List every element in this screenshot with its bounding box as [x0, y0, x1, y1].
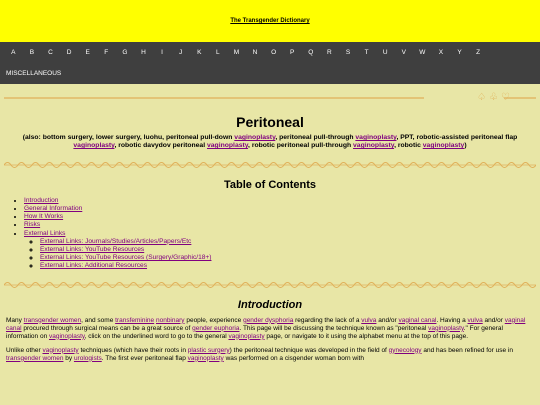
letter-link-h[interactable]: H [141, 49, 146, 56]
letter-link-x[interactable]: X [438, 49, 444, 56]
glossary-link[interactable]: vaginoplasty [228, 332, 265, 340]
toc-sublink[interactable]: External Links: YouTube Resources (Surgery/Graphic/18+) [40, 254, 212, 262]
toc-item [24, 205, 540, 213]
letter-link-j[interactable]: J [179, 49, 183, 56]
text-segment: and has been refined for use in [421, 346, 513, 354]
text-segment: , click on the underlined word to go to the general [84, 332, 229, 340]
glossary-link[interactable]: vaginoplasty [422, 142, 465, 150]
toc-sublink[interactable]: External Links: YouTube Resources [40, 246, 145, 254]
glossary-link[interactable]: vulva [467, 316, 483, 324]
text-segment: (also: bottom surgery, lower surgery, luohu, peritoneal pull-down [22, 134, 235, 141]
text-segment: ." For general information on [6, 324, 503, 340]
text-segment: and/or [482, 316, 505, 324]
alphabet-row [4, 42, 536, 63]
toc-subitem [40, 254, 540, 262]
letter-link-v[interactable]: V [401, 49, 406, 56]
toc-heading: Table of Contents [223, 178, 317, 191]
letter-link-p[interactable]: P [290, 49, 295, 56]
letter-link-y[interactable]: Y [457, 49, 462, 56]
glossary-link[interactable]: vaginoplasty [353, 142, 395, 150]
text-segment: and/or [376, 316, 399, 324]
text-segment: , robotic davydov peritoneal [114, 142, 207, 150]
text-segment: page, or navigate to it using the alphabet menu at the top of this page. [264, 332, 469, 340]
text-segment: , and some [81, 316, 116, 324]
letter-link-w[interactable]: W [419, 49, 426, 56]
toc-subitem [40, 246, 540, 254]
glossary-link[interactable]: transgender women [6, 354, 64, 362]
glossary-link[interactable]: transfeminine [115, 316, 155, 324]
text-segment: was performed on a cisgender woman born with [223, 354, 364, 362]
alias-list [0, 134, 540, 151]
letter-link-c[interactable]: C [48, 49, 53, 56]
letter-link-r[interactable]: R [327, 49, 332, 56]
text-segment: Many [6, 316, 24, 324]
page-title: Peritoneal [236, 114, 304, 130]
letter-link-d[interactable]: D [66, 49, 72, 56]
glossary-link[interactable]: plastic surgery [187, 346, 230, 354]
toc-sublink[interactable]: External Links: Journals/Studies/Articles/Papers/Etc [40, 237, 192, 245]
glossary-link[interactable]: gender euphoria [192, 324, 240, 332]
text-segment: , robotic peritoneal pull-through [248, 142, 354, 150]
glossary-link[interactable]: vaginal canal [398, 316, 437, 324]
text-segment: ) [464, 142, 467, 150]
ornament-divider [4, 92, 536, 104]
text-segment: . This page will be discussing the technique known as "peritoneal [239, 324, 429, 332]
heart-icon: ♡ [501, 92, 510, 103]
glossary-link[interactable]: vulva [361, 316, 377, 324]
text-segment: ) the peritoneal technique was developed in the field of [229, 346, 389, 354]
intro-heading: Introduction [237, 298, 303, 311]
text-segment: , PPT, robotic-assisted peritoneal flap [396, 134, 518, 141]
glossary-link[interactable]: vaginoplasty [234, 134, 276, 141]
spade-icon: ♤ [477, 92, 487, 103]
letter-link-b[interactable]: B [29, 49, 35, 56]
glossary-link[interactable]: vaginoplasty [73, 142, 115, 150]
glossary-link[interactable]: vaginoplasty [42, 346, 79, 354]
intro-paragraph-1 [0, 317, 540, 341]
misc-row [4, 63, 536, 84]
toc-item [24, 221, 540, 229]
club-icon: ♧ [489, 92, 499, 103]
text-segment: by [63, 354, 74, 362]
ornament-divider-3 [4, 279, 536, 291]
glossary-link[interactable]: gynecology [388, 346, 422, 354]
toc-link[interactable]: External Links [24, 229, 66, 237]
text-segment: procured through surgical means can be a great source of [21, 324, 193, 332]
text-segment: . The first ever peritoneal flap [101, 354, 188, 362]
letter-link-t[interactable]: T [364, 49, 369, 56]
glossary-link[interactable]: vaginal canal [6, 316, 526, 332]
site-title-link[interactable]: The Transgender Dictionary [230, 18, 310, 24]
text-segment: . Having a [436, 316, 468, 324]
glossary-link[interactable]: urologists [73, 354, 102, 362]
text-segment: , robotic [394, 142, 423, 150]
letter-link-e[interactable]: E [85, 49, 90, 56]
glossary-link[interactable]: transgender women [23, 316, 82, 324]
glossary-link[interactable]: nonbinary [155, 316, 185, 324]
toc-item [24, 213, 540, 221]
letter-link-k[interactable]: K [197, 49, 202, 56]
toc-sublist [24, 238, 540, 271]
site-header [0, 0, 540, 42]
intro-paragraph-2 [0, 347, 540, 363]
glossary-link[interactable]: vaginoplasty [49, 332, 85, 340]
letter-link-s[interactable]: S [345, 49, 351, 56]
misc-link[interactable]: MISCELLANEOUS [6, 70, 62, 77]
letter-link-a[interactable]: A [11, 49, 16, 56]
text-segment: people, experience [184, 316, 244, 324]
text-segment: regarding the lack of a [293, 316, 362, 324]
toc-link[interactable]: General Information [24, 205, 83, 213]
glossary-link[interactable]: vaginoplasty [207, 142, 249, 150]
toc-item [24, 230, 540, 271]
letter-link-m[interactable]: M [233, 49, 240, 56]
toc-item [24, 197, 540, 205]
letter-link-u[interactable]: U [382, 49, 388, 56]
table-of-contents [0, 197, 540, 271]
letter-link-q[interactable]: Q [308, 49, 314, 56]
letter-link-g[interactable]: G [122, 49, 128, 56]
suit-icons [477, 92, 510, 103]
letter-link-z[interactable]: Z [476, 49, 481, 56]
glossary-link[interactable]: gender dysphoria [243, 316, 294, 324]
letter-link-f[interactable]: F [104, 49, 109, 56]
glossary-link[interactable]: vaginoplasty [355, 134, 397, 141]
toc-sublink[interactable]: External Links: Additional Resources [40, 262, 148, 270]
toc-link[interactable]: Introduction [24, 196, 59, 204]
text-segment: techniques (which have their roots in [78, 346, 188, 354]
text-segment: , peritoneal pull-through [275, 134, 356, 141]
alphabet-menu [0, 42, 540, 84]
glossary-link[interactable]: vaginoplasty [428, 324, 464, 332]
ornament-divider-2 [4, 159, 536, 171]
letter-link-l[interactable]: L [216, 49, 220, 56]
letter-link-o[interactable]: O [271, 49, 277, 56]
toc-subitem [40, 238, 540, 246]
toc-subitem [40, 262, 540, 270]
toc-link[interactable]: Risks [24, 221, 41, 229]
glossary-link[interactable]: vaginoplasty [187, 354, 224, 362]
text-segment: Unlike other [6, 346, 43, 354]
letter-link-n[interactable]: N [252, 49, 258, 56]
letter-link-i[interactable]: I [161, 49, 163, 56]
toc-link[interactable]: How It Works [24, 213, 64, 221]
